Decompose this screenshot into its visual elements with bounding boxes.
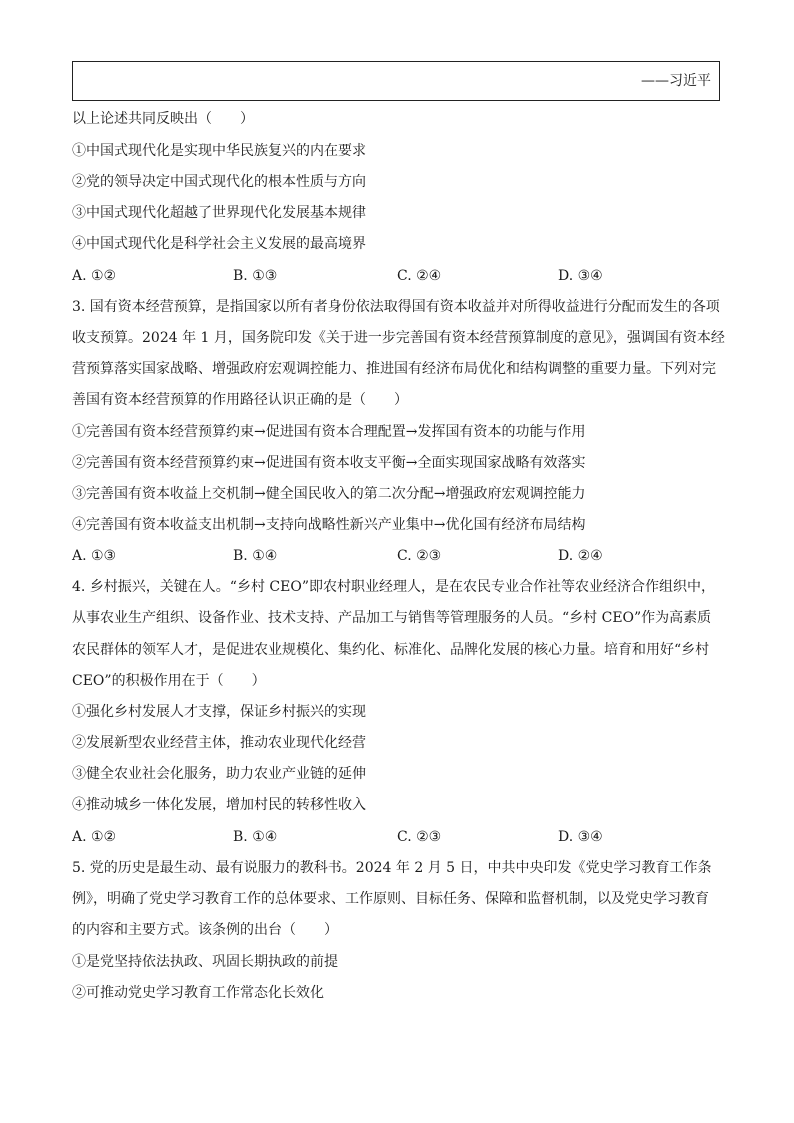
q2-option-c: C. ②④ — [397, 268, 442, 284]
q3-line-1: 3. 国有资本经营预算，是指国家以所有者身份依法取得国有资本收益并对所得收益进行分配而发生的各项 — [72, 299, 720, 315]
q4-option-b: B. ①④ — [233, 829, 278, 845]
q2-stem: 以上论述共同反映出（ ） — [72, 111, 254, 127]
q4-statement-4: ④推动城乡一体化发展，增加村民的转移性收入 — [72, 797, 366, 813]
q4-statement-3: ③健全农业社会化服务，助力农业产业链的延伸 — [72, 766, 366, 782]
q3-statement-4: ④完善国有资本收益支出机制→支持向战略性新兴产业集中→优化国有经济布局结构 — [72, 517, 586, 533]
q4-line-1: 4. 乡村振兴，关键在人。“乡村 CEO”即农村职业经理人，是在农民专业合作社等农业经济合作组织中， — [72, 579, 715, 595]
q3-line-2: 收支预算。2024 年 1 月，国务院印发《关于进一步完善国有资本经营预算制度的意见》，强调国有资本经 — [72, 330, 725, 346]
q3-line-4: 善国有资本经营预算的作用路径认识正确的是（ ） — [72, 392, 408, 408]
q5-line-3: 的内容和主要方式。该条例的出台（ ） — [72, 922, 338, 938]
q4-line-3: 农民群体的领军人才，是促进农业规模化、集约化、标准化、品牌化发展的核心力量。培育和用好“乡村 — [72, 642, 710, 658]
q3-option-a: A. ①③ — [72, 548, 117, 564]
q3-statement-2: ②完善国有资本经营预算约束→促进国有资本收支平衡→全面实现国家战略有效落实 — [72, 455, 586, 471]
q5-statement-2: ②可推动党史学习教育工作常态化长效化 — [72, 985, 324, 1001]
q3-option-b: B. ①④ — [233, 548, 278, 564]
q4-option-a: A. ①② — [72, 829, 117, 845]
q3-line-3: 营预算落实国家战略、增强政府宏观调控能力、推进国有经济布局优化和结构调整的重要力量。下列对完 — [72, 361, 716, 377]
q3-option-c: C. ②③ — [397, 548, 442, 564]
q4-option-d: D. ③④ — [558, 829, 603, 845]
q2-option-d: D. ③④ — [558, 268, 603, 284]
q5-statement-1: ①是党坚持依法执政、巩固长期执政的前提 — [72, 954, 338, 970]
q3-statement-3: ③完善国有资本收益上交机制→健全国民收入的第二次分配→增强政府宏观调控能力 — [72, 486, 586, 502]
q2-statement-2: ②党的领导决定中国式现代化的根本性质与方向 — [72, 174, 366, 190]
q4-option-c: C. ②③ — [397, 829, 442, 845]
q3-option-d: D. ②④ — [558, 548, 603, 564]
q4-line-2: 从事农业生产组织、设备作业、技术支持、产品加工与销售等管理服务的人员。“乡村 CEO”作为高素质 — [72, 610, 712, 626]
q2-option-b: B. ①③ — [233, 268, 278, 284]
quote-attribution: ——习近平 — [641, 73, 711, 89]
q2-statement-1: ①中国式现代化是实现中华民族复兴的内在要求 — [72, 143, 366, 159]
q4-line-4: CEO”的积极作用在于（ ） — [72, 673, 266, 689]
q2-option-a: A. ①② — [72, 268, 117, 284]
q2-statement-3: ③中国式现代化超越了世界现代化发展基本规律 — [72, 205, 366, 221]
quote-box — [72, 61, 720, 101]
q5-line-2: 例》，明确了党史学习教育工作的总体要求、工作原则、目标任务、保障和监督机制，以及党史学习教育 — [72, 891, 709, 907]
q4-statement-2: ②发展新型农业经营主体，推动农业现代化经营 — [72, 735, 366, 751]
q2-statement-4: ④中国式现代化是科学社会主义发展的最高境界 — [72, 236, 366, 252]
q4-statement-1: ①强化乡村发展人才支撑，保证乡村振兴的实现 — [72, 704, 366, 720]
q3-statement-1: ①完善国有资本经营预算约束→促进国有资本合理配置→发挥国有资本的功能与作用 — [72, 424, 586, 440]
q5-line-1: 5. 党的历史是最生动、最有说服力的教科书。2024 年 2 月 5 日，中共中央印发《党史学习教育工作条 — [72, 860, 712, 876]
